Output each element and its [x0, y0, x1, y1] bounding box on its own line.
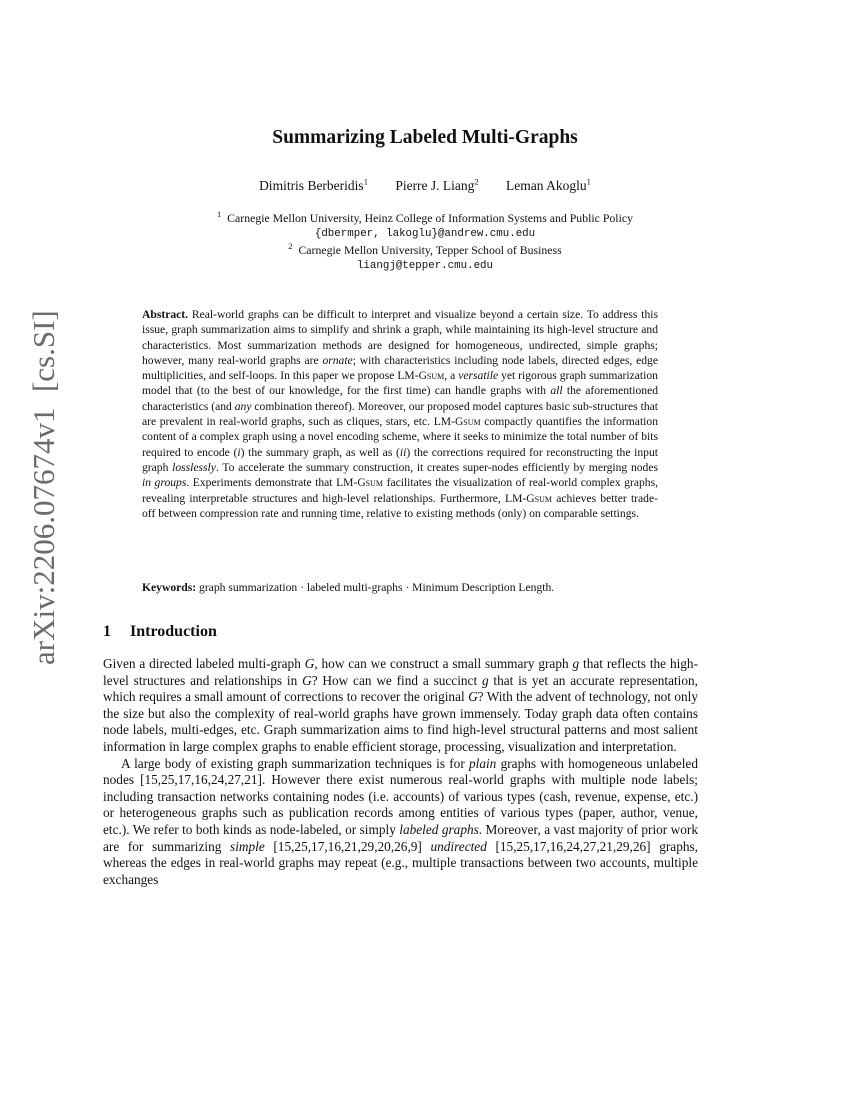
author-affiliation-mark: 1: [363, 176, 368, 187]
affiliation-text: Carnegie Mellon University, Tepper School of Business: [298, 243, 562, 257]
author-list: [0, 178, 850, 194]
keywords-text: graph summarization · labeled multi-graphs · Minimum Description Length.: [199, 581, 555, 594]
section-title: Introduction: [130, 623, 217, 640]
author-name: Leman Akoglu: [506, 178, 587, 193]
affiliation-mark: 1: [217, 209, 222, 220]
arxiv-identifier: arXiv:2206.07674v1 [cs.SI] 15 Jun 2022: [26, 305, 61, 665]
author-affiliation-mark: 2: [474, 176, 479, 187]
author-affiliation-mark: 1: [586, 176, 591, 187]
affiliation-email: {dbermper, lakoglu}@andrew.cmu.edu: [314, 228, 536, 240]
abstract: Abstract. Real-world graphs can be difficult to interpret and visualize beyond a certain size. To address this issue, graph summarization aims to simplify and shrink a graph, while maintaining its high-level structure and characteristics. Most summarization methods are designed for homogeneous, undirected, simple graphs; however, many real-world graphs are ornate; with characteristics including node labels, directed edges, edge multiplicities, and self-loops. In this paper we propose LM-Gsum, a versatile yet rigorous graph summarization model that (to the best of our knowledge, for the first time) can handle graphs with all the aforementioned characteristics (and any combination thereof). Moreover, our proposed model captures basic sub-structures that are prevalent in real-world graphs, such as cliques, stars, etc. LM-Gsum compactly quantifies the information content of a complex graph using a novel encoding scheme, where it seeks to minimize the total number of bits required to encode (i) the summary graph, as well as (ii) the corrections required for reconstructing the input graph losslessly. To accelerate the summary construction, it creates super-nodes efficiently by merging nodes in groups. Experiments demonstrate that LM-Gsum facilitates the visualization of real-world complex graphs, revealing interpretable structures and high-level relationships. Furthermore, LM-Gsum achieves better trade-off between compression rate and running time, relative to existing methods (only) on comparable settings.: [142, 308, 659, 520]
author: [506, 178, 591, 193]
keywords-label: Keywords:: [142, 581, 197, 594]
section-number: 1: [103, 623, 111, 640]
method-name: LM-Gsum: [336, 476, 384, 490]
method-name: LM-Gsum: [433, 415, 481, 429]
abstract-label: Abstract.: [142, 308, 189, 321]
affiliation-mark: 2: [288, 241, 293, 252]
method-name: LM-Gsum: [505, 491, 552, 505]
introduction-body: [103, 656, 698, 888]
keywords: [142, 581, 658, 594]
author: [259, 178, 368, 193]
affiliation: [0, 211, 850, 226]
affiliation: [0, 243, 850, 258]
author-name: Pierre J. Liang: [395, 178, 475, 193]
paragraph: Given a directed labeled multi-graph G, how can we construct a small summary graph g that reflects the high-level structures and relationships in G? How can we find a succinct g that is yet an accurate representation, which requires a small amount of corrections to recover the original G? With the advent of technology, not only the size but also the complexity of real-world graphs have grown immensely. Today graph data often contains node labels, multi-edges, etc. Graph summarization aims to find high-level structural patterns and most salient information in large complex graphs to enable efficient storage, processing, visualization and interpretation.: [103, 656, 699, 754]
author: [395, 178, 478, 193]
affiliation-text: Carnegie Mellon University, Heinz College of Information Systems and Public Policy: [227, 211, 633, 225]
paragraph: A large body of existing graph summarization techniques is for plain graphs with homogeneous unlabeled nodes [15,25,17,16,24,27,21]. However there exist numerous real-world graphs with multiple node labels; including transaction networks containing nodes (i.e. accounts) of various types (cash, revenue, expense, etc.) or heterogeneous graphs such as publication records among entities of various types (paper, author, venue, etc.). We refer to both kinds as node-labeled, or simply labeled graphs. Moreover, a vast majority of prior work are for summarizing simple [15,25,17,16,21,29,20,26,9] undirected [15,25,17,16,24,27,21,29,26] graphs, whereas the edges in real-world graphs may repeat (e.g., multiple transactions between two accounts, multiple exchanges: [103, 755, 698, 887]
author-name: Dimitris Berberidis: [259, 178, 364, 193]
method-name: LM-Gsum: [397, 369, 445, 383]
paper-title: Summarizing Labeled Multi-Graphs: [272, 127, 578, 148]
affiliation-email: liangj@tepper.cmu.edu: [356, 260, 494, 272]
section-heading: [103, 623, 217, 641]
arxiv-side-stamp: [20, 305, 68, 665]
